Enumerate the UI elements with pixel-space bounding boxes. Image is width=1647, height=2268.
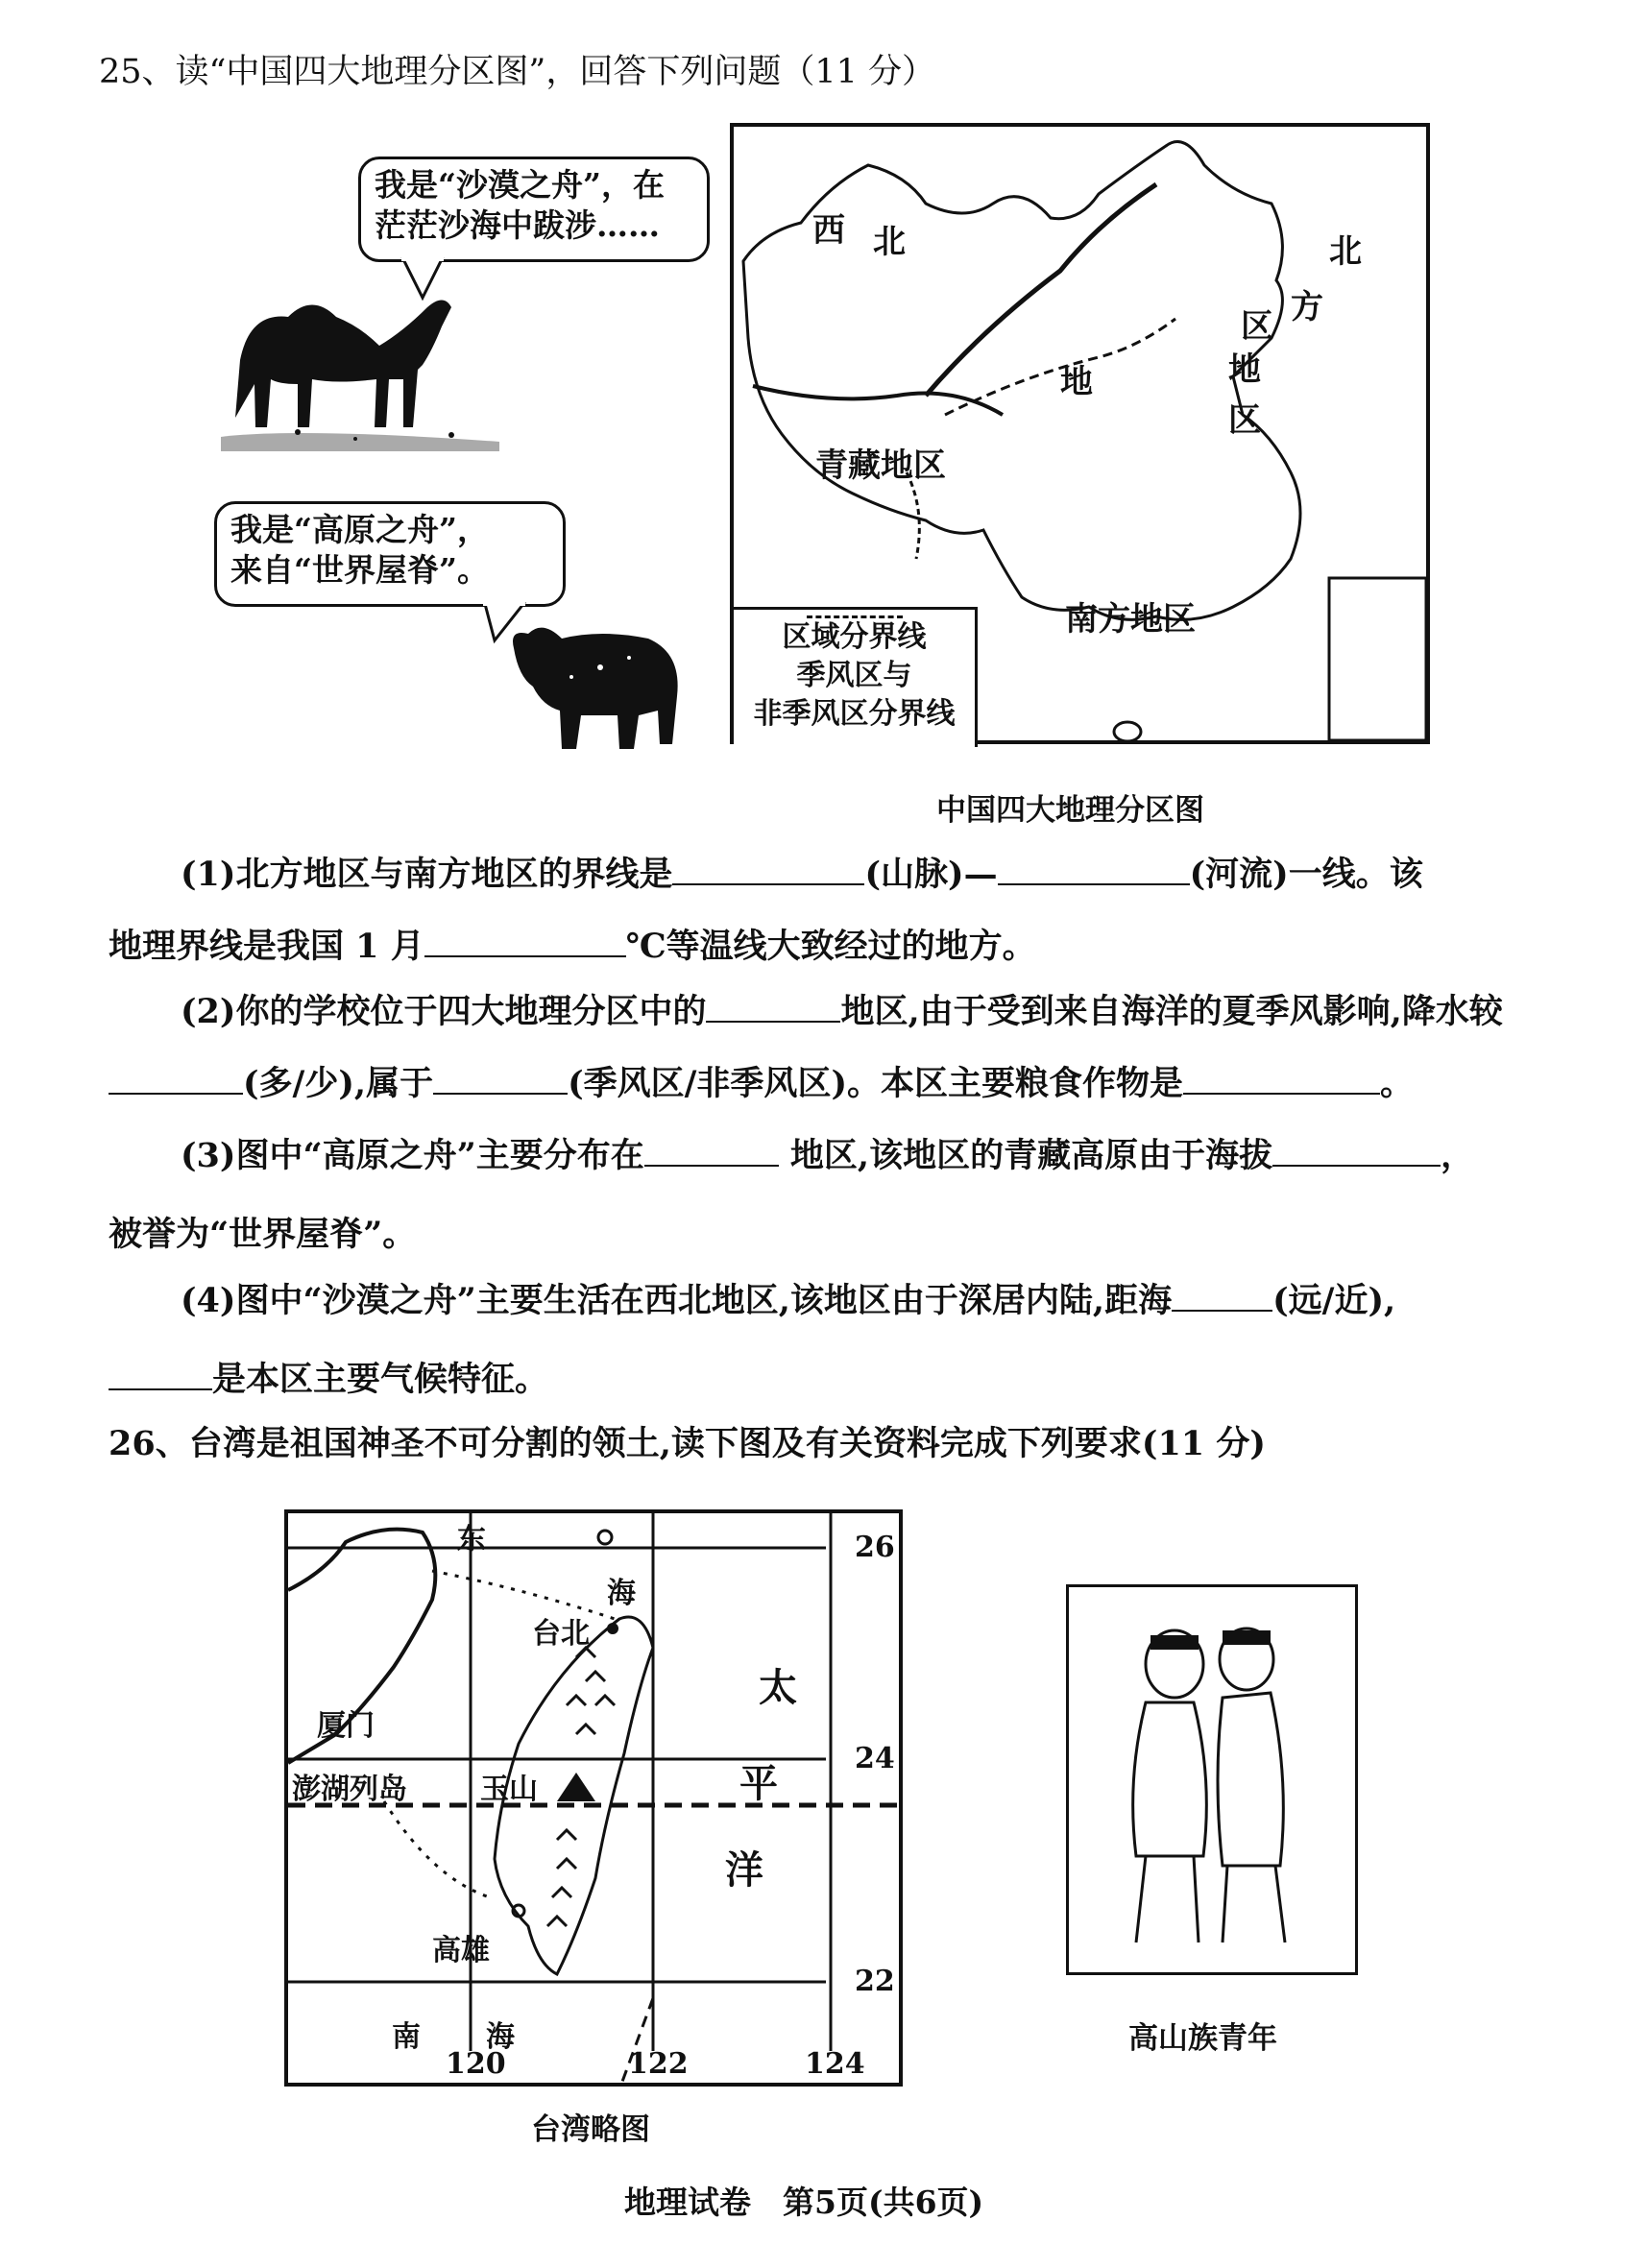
lat-tick-22: 22 <box>855 1965 895 1998</box>
label-penghu: 澎湖列岛 <box>292 1773 407 1806</box>
photo-caption: 高山族青年 <box>1128 2021 1277 2056</box>
dancers-illustration <box>1069 1587 1355 1972</box>
answer-blank-altitude[interactable] <box>1272 1136 1441 1167</box>
answer-blank-precip[interactable] <box>109 1064 243 1095</box>
label-taipei: 台北 <box>532 1617 590 1651</box>
label-northwest-1: 西 <box>812 211 845 250</box>
label-qingzang: 青藏地区 <box>815 446 946 485</box>
label-north-3: 地 <box>1228 350 1261 389</box>
yak-bubble-line-2: 来自“世界屋脊”。 <box>230 551 489 589</box>
lat-tick-26: 26 <box>855 1531 895 1564</box>
label-yushan: 玉山 <box>480 1773 538 1806</box>
question-25-4-cont: 是本区主要气候特征。 <box>109 1360 548 1399</box>
answer-blank-distance[interactable] <box>1172 1281 1272 1312</box>
question-25-4: (4)图中“沙漠之舟”主要生活在西北地区,该地区由于深居内陆,距海 (远/近), <box>181 1281 1396 1320</box>
china-map-caption: 中国四大地理分区图 <box>936 793 1204 828</box>
camel-speech-bubble <box>358 157 710 262</box>
question-25-3-cont: 被誉为“世界屋脊”。 <box>109 1215 417 1254</box>
label-south-sea-1: 南 <box>392 2020 421 2054</box>
lat-tick-24: 24 <box>855 1742 895 1775</box>
label-northwest-3: 地 <box>1060 363 1093 401</box>
question-25-1: (1)北方地区与南方地区的界线是 (山脉)— (河流)一线。该 <box>181 855 1423 894</box>
label-northwest-2: 北 <box>873 223 906 261</box>
lon-tick-120: 120 <box>446 2047 506 2081</box>
answer-blank-river[interactable] <box>998 855 1190 885</box>
label-pacific-1: 太 <box>759 1665 797 1710</box>
answer-blank-region[interactable] <box>706 992 840 1023</box>
legend-monsoon-2: 非季风区分界线 <box>753 697 956 731</box>
answer-blank-isotherm[interactable] <box>424 927 626 957</box>
map-legend <box>734 607 978 747</box>
answer-blank-monsoon[interactable] <box>433 1064 568 1095</box>
label-north-2: 方 <box>1291 288 1323 326</box>
legend-monsoon-1: 季风区与 <box>796 659 912 692</box>
label-north-1: 北 <box>1329 232 1362 271</box>
question-26-title: 26、台湾是祖国神圣不可分割的领土,读下图及有关资料完成下列要求(11 分) <box>109 1424 1266 1463</box>
answer-blank-crop[interactable] <box>1183 1064 1380 1095</box>
label-pacific-2: 平 <box>739 1761 778 1806</box>
label-south: 南方地区 <box>1065 600 1196 639</box>
camel-bubble-line-2: 茫茫沙海中跋涉…… <box>375 206 660 244</box>
label-east-sea-2: 海 <box>607 1577 636 1610</box>
question-25-2-cont: (多/少),属于 (季风区/非季风区)。本区主要粮食作物是 。 <box>109 1064 1414 1103</box>
label-north-4: 区 <box>1228 401 1261 440</box>
question-25-2: (2)你的学校位于四大地理分区中的 地区,由于受到来自海洋的夏季风影响,降水较 <box>181 992 1503 1031</box>
legend-region-boundary: 区域分界线 <box>782 620 927 654</box>
question-25-3: (3)图中“高原之舟”主要分布在 地区,该地区的青藏高原由于海拔 ， <box>181 1136 1475 1175</box>
label-kaohsiung: 高雄 <box>432 1934 490 1967</box>
label-south-sea-2: 海 <box>486 2020 515 2054</box>
lon-tick-124: 124 <box>805 2047 865 2081</box>
taiwan-map <box>284 1509 903 2087</box>
page-footer: 地理试卷 第5页(共6页) <box>624 2184 984 2221</box>
camel-illustration <box>221 274 499 451</box>
label-northwest-4: 区 <box>1241 307 1273 346</box>
label-pacific-3: 洋 <box>725 1847 763 1893</box>
lon-tick-122: 122 <box>628 2047 689 2081</box>
yak-illustration <box>504 619 687 754</box>
answer-blank-mountain[interactable] <box>672 855 864 885</box>
yak-speech-bubble <box>214 501 566 607</box>
yak-bubble-line-1: 我是“高原之舟”， <box>230 511 489 548</box>
answer-blank-climate[interactable] <box>109 1360 212 1390</box>
label-east-sea-1: 东 <box>457 1523 486 1556</box>
question-25-title: 25、读“中国四大地理分区图”，回答下列问题（11 分） <box>99 53 935 91</box>
china-regions-map <box>730 123 1430 744</box>
taiwan-map-caption: 台湾略图 <box>531 2112 650 2147</box>
camel-bubble-line-1: 我是“沙漠之舟”，在 <box>375 166 665 204</box>
gaoshan-youth-picture <box>1066 1584 1358 1975</box>
label-xiamen: 厦门 <box>317 1709 375 1743</box>
answer-blank-yak-region[interactable] <box>644 1136 779 1167</box>
question-25-1-cont: 地理界线是我国 1 月 ℃等温线大致经过的地方。 <box>109 927 1036 966</box>
